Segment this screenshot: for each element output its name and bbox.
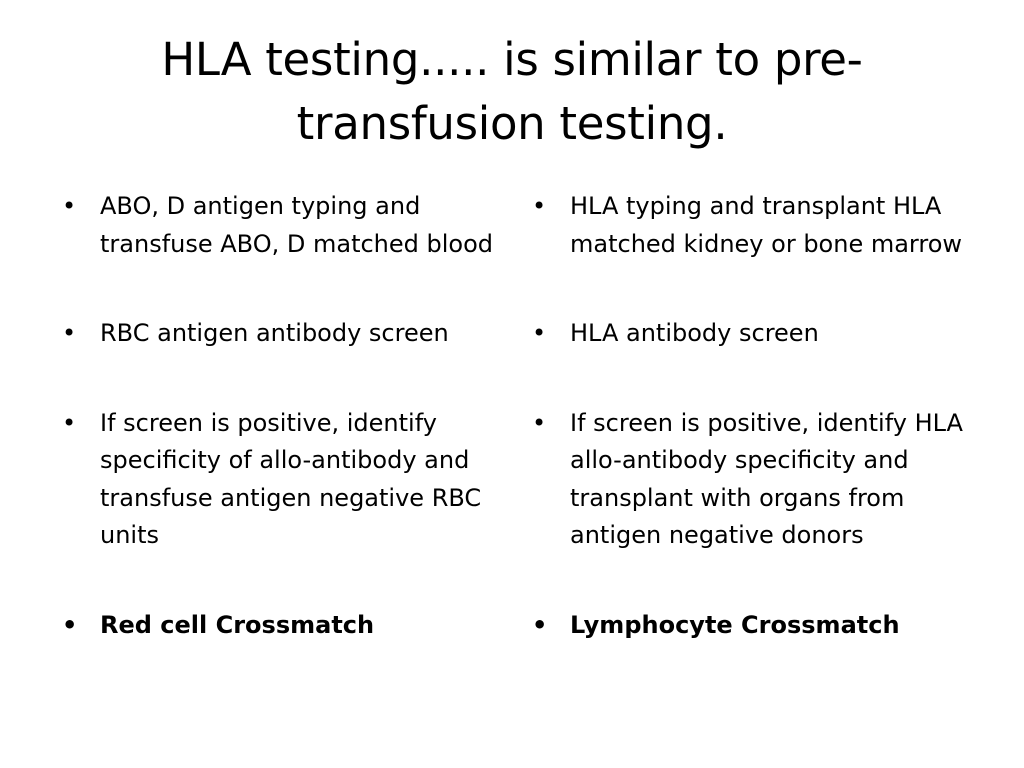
bullet-icon: • — [62, 319, 77, 347]
bullet-icon: • — [532, 610, 548, 639]
bullet-icon: • — [62, 408, 77, 437]
right-bullet-item — [530, 405, 970, 555]
left-bullet-list — [60, 188, 505, 644]
right-bullet-list — [530, 188, 970, 644]
bullet-icon: • — [62, 192, 77, 220]
bullet-text: If screen is positive, identify HLA allo-antibody specificity and transplant with organs from antigen negative donors — [570, 408, 963, 549]
slide-title: HLA testing..... is similar to pre-transfusion testing. — [161, 33, 863, 150]
right-bullet-item — [530, 315, 970, 353]
left-bullet-item — [60, 188, 505, 263]
bullet-icon: • — [532, 408, 547, 437]
bullet-text: HLA typing and transplant HLA matched kidney or bone marrow — [570, 192, 963, 258]
bullet-text: If screen is positive, identify specificity of allo-antibody and transfuse antigen negative RBC units — [100, 408, 482, 549]
right-bullet-item — [530, 188, 970, 263]
bullet-text: HLA antibody screen — [570, 319, 819, 347]
bullet-text: Lymphocyte Crossmatch — [570, 610, 900, 639]
bullet-text: Red cell Crossmatch — [100, 610, 375, 639]
bullet-text: ABO, D antigen typing and transfuse ABO, D matched blood — [100, 192, 494, 258]
left-bullet-item — [60, 405, 505, 555]
left-bullet-item — [60, 607, 505, 645]
bullet-icon: • — [532, 192, 547, 220]
bullet-icon: • — [62, 610, 78, 639]
right-bullet-item — [530, 607, 970, 645]
bullet-text: RBC antigen antibody screen — [100, 319, 449, 347]
bullet-icon: • — [532, 319, 547, 347]
left-bullet-item — [60, 315, 505, 353]
